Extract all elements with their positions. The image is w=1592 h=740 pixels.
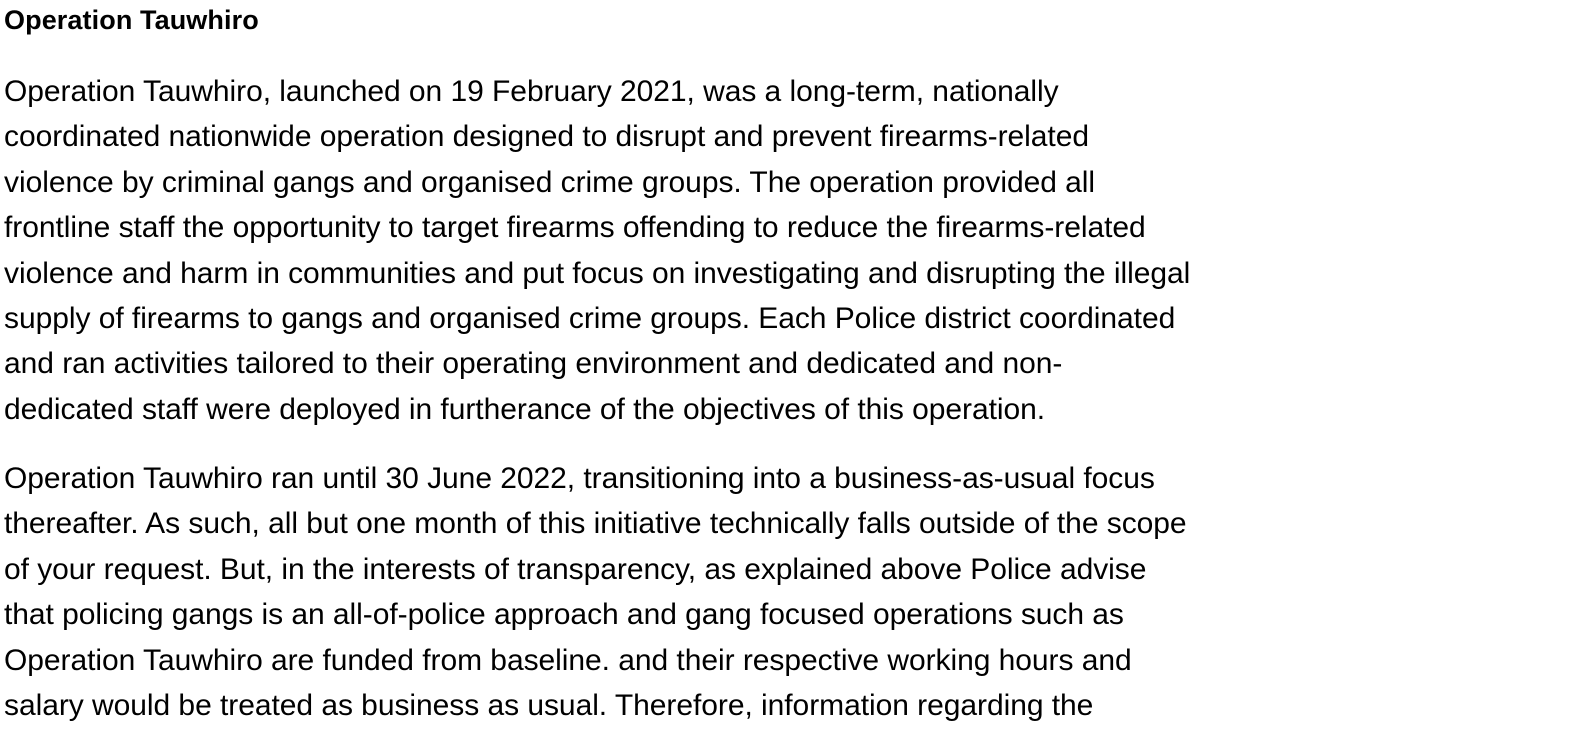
paragraph-1-line-5: violence and harm in communities and put focus on investigating and disrupting the illegal	[4, 256, 1191, 290]
paragraph-1	[4, 69, 1190, 432]
paragraph-2-line-5: Operation Tauwhiro are funded from baseline. and their respective working hours and	[4, 643, 1132, 677]
paragraph-1-line-6: supply of firearms to gangs and organised crime groups. Each Police district coordinated	[4, 302, 1176, 336]
paragraph-1-line-8: dedicated staff were deployed in furtherance of the objectives of this operation.	[4, 392, 1046, 426]
paragraph-2-line-4: that policing gangs is an all-of-police approach and gang focused operations such as	[4, 598, 1124, 632]
paragraph-1-line-2: coordinated nationwide operation designed to disrupt and prevent firearms-related	[4, 120, 1089, 154]
paragraph-2	[4, 456, 1187, 728]
paragraph-2-line-6: salary would be treated as business as usual. Therefore, information regarding the	[4, 689, 1094, 723]
paragraph-1-line-4: frontline staff the opportunity to target firearms offending to reduce the firearms-related	[4, 211, 1146, 245]
paragraph-1-line-1: Operation Tauwhiro, launched on 19 February 2021, was a long-term, nationally	[4, 75, 1059, 108]
document-page	[4, 0, 1590, 723]
paragraph-2-line-3: of your request. But, in the interests of transparency, as explained above Police advise	[4, 552, 1147, 586]
paragraph-2-line-2: thereafter. As such, all but one month of this initiative technically falls outside of the scope	[4, 507, 1187, 541]
paragraph-1-line-7: and ran activities tailored to their operating environment and dedicated and non-	[4, 347, 1063, 381]
paragraph-2-line-1: Operation Tauwhiro ran until 30 June 2022, transitioning into a business-as-usual focus	[4, 462, 1155, 495]
paragraph-1-line-3: violence by criminal gangs and organised crime groups. The operation provided all	[4, 165, 1096, 199]
section-heading: Operation Tauwhiro	[4, 5, 259, 35]
